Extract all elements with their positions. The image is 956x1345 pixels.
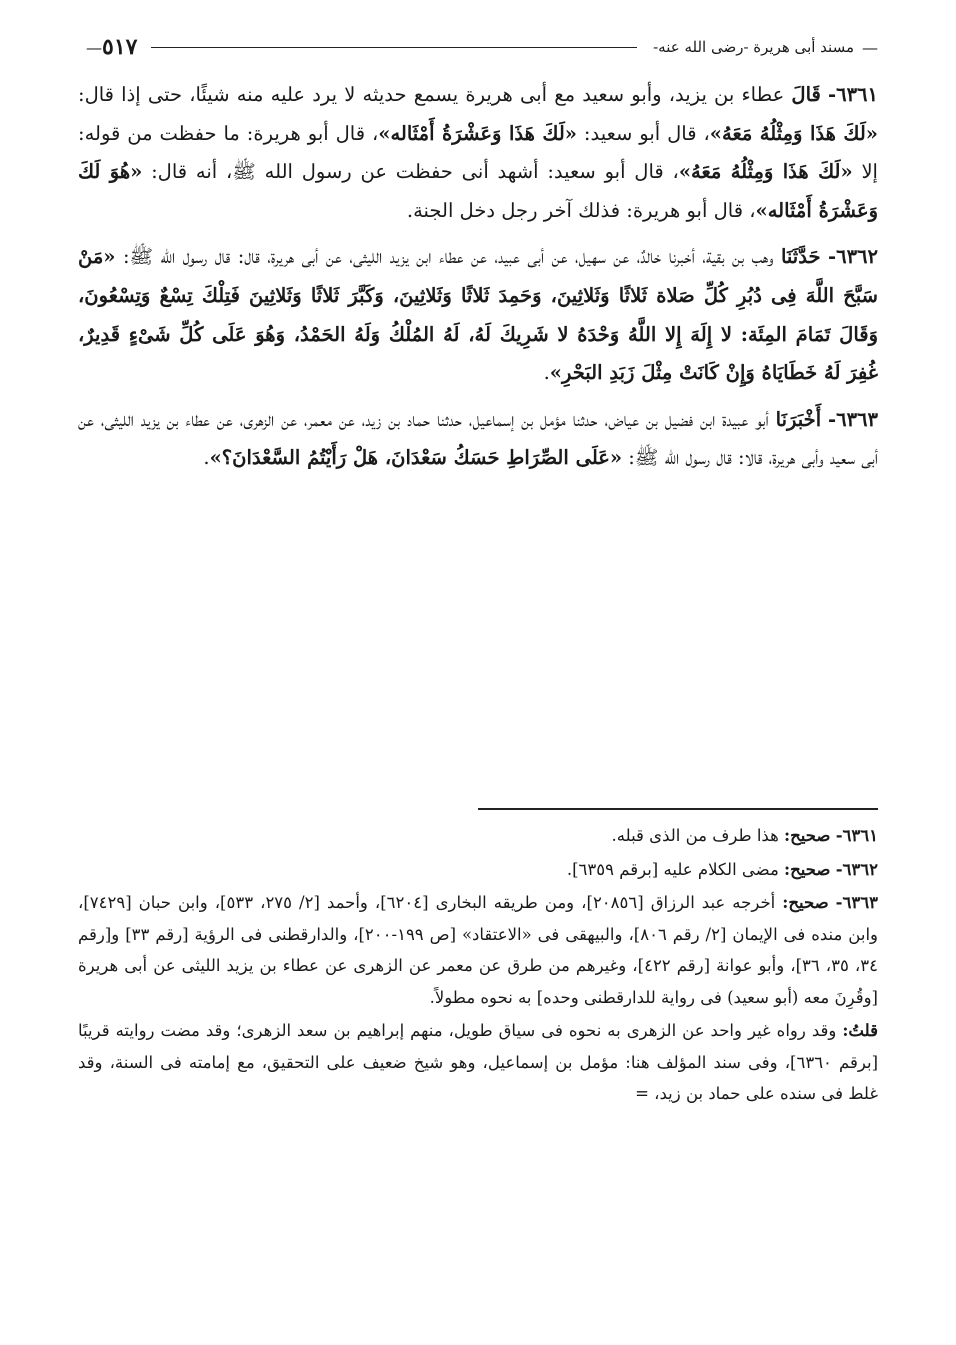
hadith-6362 [78, 238, 878, 392]
narration-lead: أَخْبَرَنَا [775, 407, 822, 431]
hadith-number: ٦٣٦١- [828, 83, 879, 106]
hadith-6361 [78, 76, 878, 230]
page-header [78, 30, 878, 64]
narration-lead: قَالَ [791, 83, 821, 106]
hadith-text: . [543, 361, 550, 385]
footnote-separator [478, 808, 878, 810]
footnote-6361 [78, 820, 878, 852]
header-dash-right: — [862, 37, 878, 57]
hadith-matn: «لَكَ هَذَا وَمِثْلُهُ مَعَهُ» [678, 160, 853, 184]
hadith-matn: «لَكَ هَذَا وَمِثْلُهُ مَعَهُ» [709, 121, 878, 145]
footnote-6362 [78, 854, 878, 886]
hadith-matn: «مَنْ سَبَّحَ اللَّهَ فِى دُبُرِ كُلِّ صَلاة ثَلاثًا وَثَلاثِينَ، وَحَمِدَ ثَلاثًا وَثَلاثِينَ، وَكَبَّرَ ثَلاثًا وَثَلاثِينَ فَتِلْكَ تِسْعٌ وَتِسْعُونَ، وَقَالَ تَمَامَ المِئَة: لا إِلَهَ إِلا اللَّهُ وَحْدَهُ لا شَرِيكَ لَهُ، لَهُ المُلْكُ وَلَهُ الحَمْدُ، وَهُوَ عَلَى كُلِّ شَىْءٍ قَدِيرٌ، غُفِرَ لَهُ خَطَايَاهُ وَإِنْ كَانَتْ مِثْلَ زَبَدِ البَحْرِ» [78, 245, 878, 385]
hadith-text: ، قال أبو سعيد: أشهد أنى حفظت عن رسول الله ﷺ، أنه قال: [142, 160, 679, 184]
editor-comment [78, 1015, 878, 1110]
hadith-matn: «هُوَ لَكَ وَعَشْرَةُ أَمْثَاله» [78, 160, 878, 222]
footnotes [78, 820, 878, 1112]
footnote-text: هذا طرف من الذى قبله. [611, 826, 785, 845]
hadith-text: ، قال أبو سعيد: [577, 121, 710, 145]
hadith-text: ، قال أبو هريرة: ما حفظت من قوله: إلا [78, 121, 878, 184]
footnote-grade: صحيح: [784, 826, 831, 845]
comment-text: وقد رواه غير واحد عن الزهرى به نحوه فى سياق طويل، منهم إبراهيم بن سعد الزهرى؛ وقد مضت روايته قريبًا [برقم ٦٣٦٠]، وفى سند المؤلف هنا: مؤمل بن إسماعيل، وهو شيخ ضعيف على التحقيق، مع إمامته فى السنة، وقد غلط فى سنده على حماد بن زيد، = [78, 1021, 879, 1103]
narration-lead: حَدَّثَنَا [780, 245, 821, 269]
running-title: مسند أبى هريرة -رضى الله عنه- [653, 38, 854, 56]
header-dash-left: — [86, 37, 102, 57]
hadith-text: أبو عبيدة ابن فضيل بن عياض، حدثنا مؤمل بن إسماعيل، حدثنا حماد بن زيد، عن معمر، عن الزهرى، عن عطاء بن يزيد الليثى، عن أبى سعيد وأبى هريرة، قالا: قال رسول الله ﷺ: [78, 407, 878, 470]
main-text [78, 76, 878, 486]
hadith-matn: «لَكَ هَذَا وَعَشْرَةُ أَمْثَاله» [378, 121, 577, 145]
comment-lead: قلتُ: [842, 1021, 878, 1040]
footnote-number: ٦٣٦٣- [835, 893, 878, 912]
hadith-text: ، قال أبو هريرة: فذلك آخر رجل دخل الجنة. [406, 198, 756, 222]
hadith-number: ٦٣٦٣- [828, 407, 879, 431]
footnote-6363 [78, 887, 878, 1013]
footnote-text: أخرجه عبد الرزاق [٢٠٨٥٦]، ومن طريقه البخارى [٦٢٠٤]، وأحمد [٢/ ٢٧٥، ٥٣٣]، وابن حبان [٧٤٢٩]، وابن منده فى الإيمان [٢/ رقم ٨٠٦]، والبيهقى فى «الاعتقاد» [ص ١٩٩-٢٠٠]، والدارقطنى فى الرؤية [رقم ٣٣] و[رقم ٣٤، ٣٥، ٣٦]، وأبو عوانة [رقم ٤٢٢]، وغيرهم من طرق عن معمر عن الزهرى عن عطاء بن يزيد الليثى عن أبى هريرة [وقُرِنَ معه (أبو سعيد) فى رواية للدارقطنى وحده] به نحوه مطولاً. [78, 893, 878, 1007]
footnote-number: ٦٣٦١- [835, 826, 878, 845]
hadith-number: ٦٣٦٢- [828, 245, 878, 269]
footnote-grade: صحيح: [782, 893, 829, 912]
page-number: ٥١٧ [102, 34, 138, 60]
header-rule [151, 47, 637, 48]
hadith-text: وهب بن بقية، أخبرنا خالدٌ، عن سهيل، عن أبى عبيد، عن عطاء ابن يزيد الليثى، عن أبى هريرة، قال: قال رسول الله ﷺ: [115, 245, 781, 269]
hadith-text: . [203, 446, 210, 470]
footnote-grade: صحيح: [784, 859, 831, 879]
hadith-matn: «عَلَى الصِّرَاطِ حَسَكُ سَعْدَانَ، هَلْ رَأَيْتُمُ السَّعْدَانَ؟» [209, 446, 623, 470]
hadith-6363 [78, 401, 878, 478]
footnote-text: مضى الكلام عليه [برقم ٦٣٥٩]. [566, 859, 785, 879]
hadith-text: عطاء بن يزيد، وأبو سعيد مع أبى هريرة يسمع حديثه لا يرد عليه منه شيئًا، حتى إذا قال: [78, 83, 792, 106]
footnote-number: ٦٣٦٢- [835, 859, 878, 879]
